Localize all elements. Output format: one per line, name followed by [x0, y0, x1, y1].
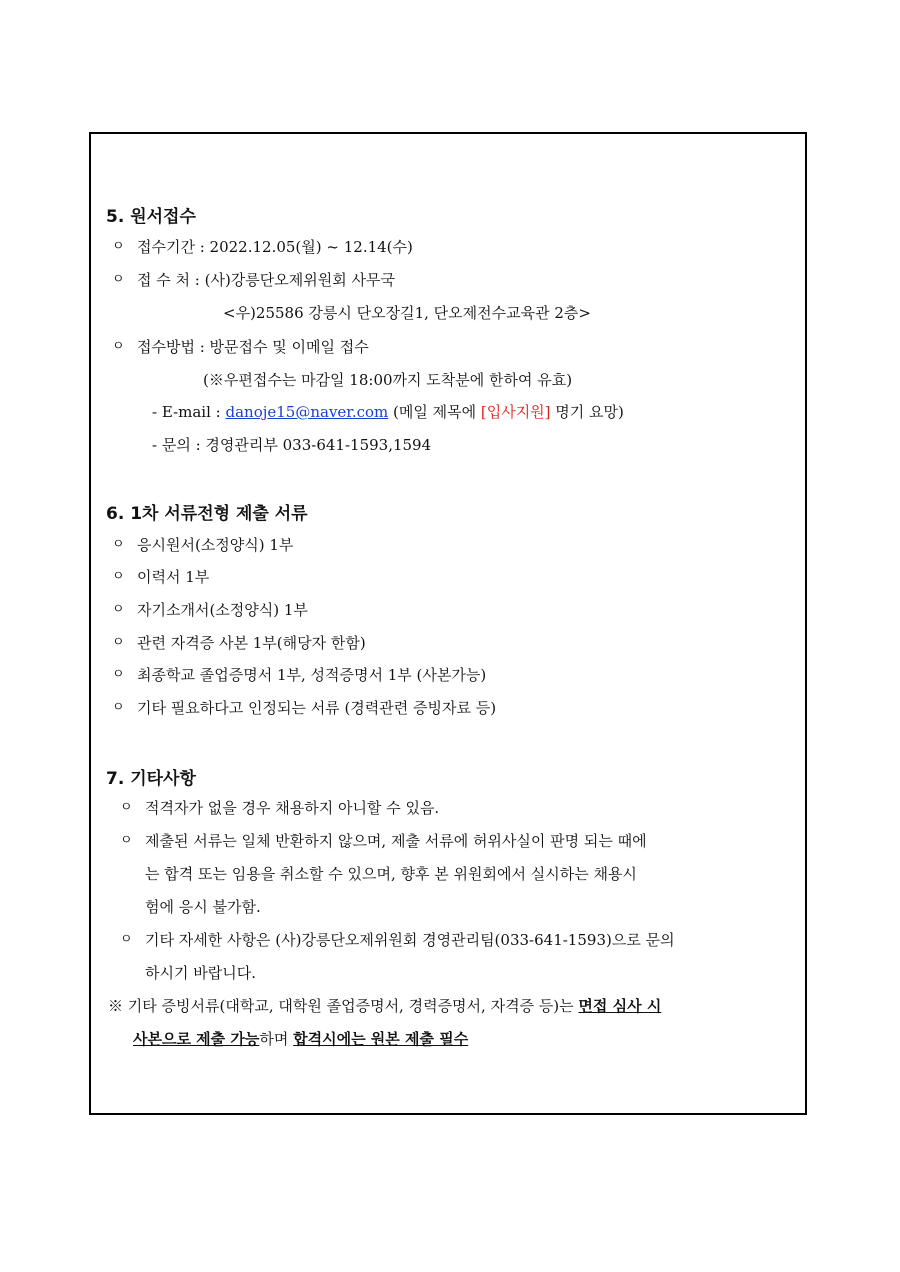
doc-item: 이력서 1부 — [137, 568, 210, 586]
bullet: ㅇ — [112, 537, 125, 552]
other-item-2-line-3: 험에 응시 불가함. — [145, 898, 261, 916]
address: <우)25586 강릉시 단오장길1, 단오제전수교육관 2층> — [223, 304, 591, 322]
bullet: ㅇ — [120, 932, 133, 947]
other-item-1: 적격자가 없을 경우 채용하지 아니할 수 있음. — [145, 799, 440, 817]
bullet: ㅇ — [112, 569, 125, 584]
doc-item: 기타 필요하다고 인정되는 서류 (경력관련 증빙자료 등) — [137, 699, 497, 717]
section-5-title: 5. 원서접수 — [106, 207, 196, 227]
note-bold-1: 면접 심사 시 — [578, 997, 662, 1015]
application-place: 접 수 처 : (사)강릉단오제위원회 사무국 — [137, 271, 395, 289]
contact-line: - 문의 : 경영관리부 033-641-1593,1594 — [152, 436, 432, 454]
note-plain-2: 하며 — [259, 1030, 294, 1048]
note-bold-3: 합격시에는 원본 제출 필수 — [293, 1030, 469, 1048]
email-prefix: - E-mail : — [152, 403, 226, 421]
email-link[interactable]: danoje15@naver.com — [225, 403, 389, 421]
doc-item: 최종학교 졸업증명서 1부, 성적증명서 1부 (사본가능) — [137, 666, 487, 684]
note-line-1 — [108, 996, 661, 1016]
email-suffix: 명기 요망) — [550, 403, 624, 421]
bullet: ㅇ — [120, 800, 133, 815]
email-subject-tag: [입사지원] — [480, 403, 551, 421]
bullet: ㅇ — [112, 667, 125, 682]
bullet: ㅇ — [112, 602, 125, 617]
other-item-3-line-1: 기타 자세한 사항은 (사)강릉단오제위원회 경영관리팀(033-641-1593)으로 문의 — [145, 931, 675, 949]
section-6-title: 6. 1차 서류전형 제출 서류 — [106, 504, 308, 524]
application-period: 접수기간 : 2022.12.05(월) ~ 12.14(수) — [137, 238, 413, 256]
bullet: ㅇ — [112, 635, 125, 650]
note-line-2 — [133, 1029, 468, 1049]
doc-item: 응시원서(소정양식) 1부 — [137, 536, 294, 554]
doc-item: 관련 자격증 사본 1부(해당자 한함) — [137, 634, 366, 652]
bullet: ㅇ — [112, 339, 125, 354]
note-plain-1: 기타 증빙서류(대학교, 대학원 졸업증명서, 경력증명서, 자격증 등)는 — [127, 997, 579, 1015]
email-mid: (메일 제목에 — [388, 403, 481, 421]
bullet: ㅇ — [112, 700, 125, 715]
email-line — [152, 402, 624, 422]
other-item-2-line-2: 는 합격 또는 임용을 취소할 수 있으며, 향후 본 위원회에서 실시하는 채용시 — [145, 865, 637, 883]
application-method: 접수방법 : 방문접수 및 이메일 접수 — [137, 338, 369, 356]
other-item-3-line-2: 하시기 바랍니다. — [145, 964, 256, 982]
other-item-2-line-1: 제출된 서류는 일체 반환하지 않으며, 제출 서류에 허위사실이 판명 되는 때에 — [145, 832, 647, 850]
bullet: ㅇ — [112, 272, 125, 287]
bullet: ㅇ — [120, 833, 133, 848]
note-mark: ※ — [108, 997, 124, 1015]
bullet: ㅇ — [112, 239, 125, 254]
note-bold-2: 사본으로 제출 가능 — [133, 1030, 260, 1048]
postal-note: (※우편접수는 마감일 18:00까지 도착분에 한하여 유효) — [203, 371, 573, 389]
doc-item: 자기소개서(소정양식) 1부 — [137, 601, 308, 619]
section-7-title: 7. 기타사항 — [106, 769, 196, 789]
